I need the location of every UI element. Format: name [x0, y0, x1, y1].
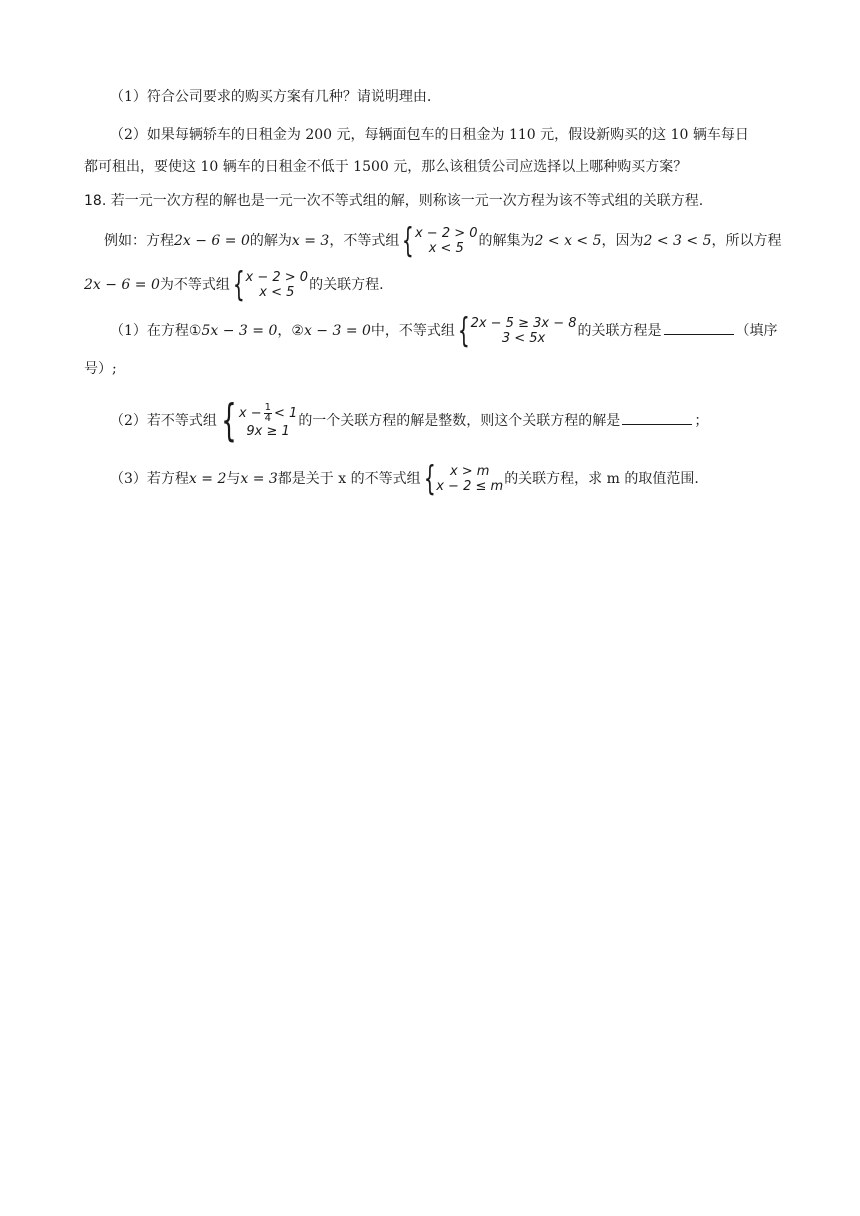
q18-sub3: [110, 459, 699, 499]
q18-stem: [84, 192, 703, 210]
example-text-b: 的解为: [249, 233, 292, 249]
q18-sub1: [110, 311, 778, 351]
sub1-text-d: （填序: [735, 323, 778, 339]
system-row-1: [239, 403, 297, 424]
row1-pre: x −: [238, 406, 262, 421]
q17-part2-line1: [110, 126, 749, 144]
system-row-1: x > m: [449, 464, 490, 479]
example-text-c: ，不等式组: [329, 233, 400, 249]
sub1-text-c: 的关联方程是: [577, 323, 662, 339]
sub3-text-b: 与: [226, 471, 241, 487]
sub1-answer-blank[interactable]: [664, 320, 734, 335]
q17-part2-text-2: 都可租出，要使这 10 辆车的日租金不低于 1500 元，那么该租赁公司应选择以上哪种购买方案？: [84, 159, 688, 175]
fraction: [264, 403, 272, 424]
q17-part2-text-1: （2）如果每辆轿车的日租金为 200 元，每辆面包车的日租金为 110 元，假设新购买的这 10 辆车每日: [110, 127, 749, 143]
q18-example-line2: [84, 265, 384, 305]
left-brace-icon: {: [232, 265, 245, 305]
example-text-f: ，所以方程: [711, 233, 782, 249]
example-inequality-system: [400, 221, 478, 261]
example-text-d: 的解集为: [478, 233, 535, 249]
example-check: 2 < 3 < 5: [643, 233, 712, 249]
sub3-text-d: 的关联方程，求 m 的取值范围.: [504, 471, 699, 487]
sub1-equation-2: x − 3 = 0: [303, 323, 371, 339]
q18-sub2: [110, 395, 709, 446]
system-row-2: 9x ≥ 1: [246, 424, 290, 439]
fraction-denominator: 4: [264, 413, 272, 424]
circled-two: ②: [291, 323, 304, 339]
sub2-answer-blank[interactable]: [622, 410, 692, 425]
q17-part2-line2: [84, 158, 687, 176]
q17-part1: [110, 88, 431, 106]
sub2-text-c: ；: [694, 413, 709, 429]
system-row-1: x − 2 > 0: [414, 226, 478, 241]
system-row-1: x − 2 > 0: [245, 270, 309, 285]
sub1-text-b: 中，不等式组: [370, 323, 455, 339]
system-row-2: 3 < 5x: [501, 331, 546, 346]
sub2-text-b: 的一个关联方程的解是整数，则这个关联方程的解是: [298, 413, 621, 429]
circled-one: ①: [188, 323, 202, 339]
sub1-inequality-system: [456, 311, 577, 351]
system-row-2: x < 5: [259, 285, 295, 300]
sub3-text-a: （3）若方程: [110, 471, 189, 487]
example-inequality-system-2: [231, 265, 309, 305]
example-equation: 2x − 6 = 0: [174, 233, 250, 249]
example-text-a: 例如：方程: [104, 233, 174, 249]
sub3-inequality-system: [422, 459, 504, 499]
system-row-2: x < 5: [428, 241, 464, 256]
system-row-1: 2x − 5 ≥ 3x − 8: [470, 316, 577, 331]
sub3-equation-1: x = 2: [188, 471, 227, 487]
q17-part1-text: （1）符合公司要求的购买方案有几种？请说明理由.: [110, 89, 432, 105]
sub1-text-e: 号）;: [84, 361, 117, 377]
sub3-text-c: 都是关于 x 的不等式组: [277, 471, 421, 487]
sub1-separator: ，: [277, 323, 292, 339]
left-brace-icon: {: [457, 311, 470, 351]
q18-number: 18: [84, 193, 102, 209]
sub3-equation-2: x = 3: [240, 471, 278, 487]
example-text-g: 为不等式组: [159, 277, 230, 293]
example-text-h: 的关联方程.: [309, 277, 384, 293]
example-equation-2: 2x − 6 = 0: [84, 277, 160, 293]
left-brace-icon: {: [221, 395, 237, 446]
system-row-2: x − 2 ≤ m: [436, 479, 504, 494]
sub1-equation-1: 5x − 3 = 0: [201, 323, 278, 339]
example-text-e: ，因为: [601, 233, 644, 249]
row1-post: < 1: [274, 406, 298, 421]
q18-sub1-cont: [84, 360, 117, 378]
sub1-text-a: （1）在方程: [110, 323, 189, 339]
sub2-inequality-system: [218, 395, 298, 446]
q18-stem-text: . 若一元一次方程的解也是一元一次不等式组的解，则称该一元一次方程为该不等式组的关联方程.: [101, 193, 704, 209]
q18-example-line1: [104, 221, 782, 261]
example-solution-set: 2 < x < 5: [534, 233, 602, 249]
left-brace-icon: {: [423, 459, 436, 499]
left-brace-icon: {: [402, 221, 415, 261]
example-solution: x = 3: [291, 233, 330, 249]
fraction-numerator: 1: [264, 402, 272, 413]
sub2-text-a: （2）若不等式组: [110, 413, 217, 429]
